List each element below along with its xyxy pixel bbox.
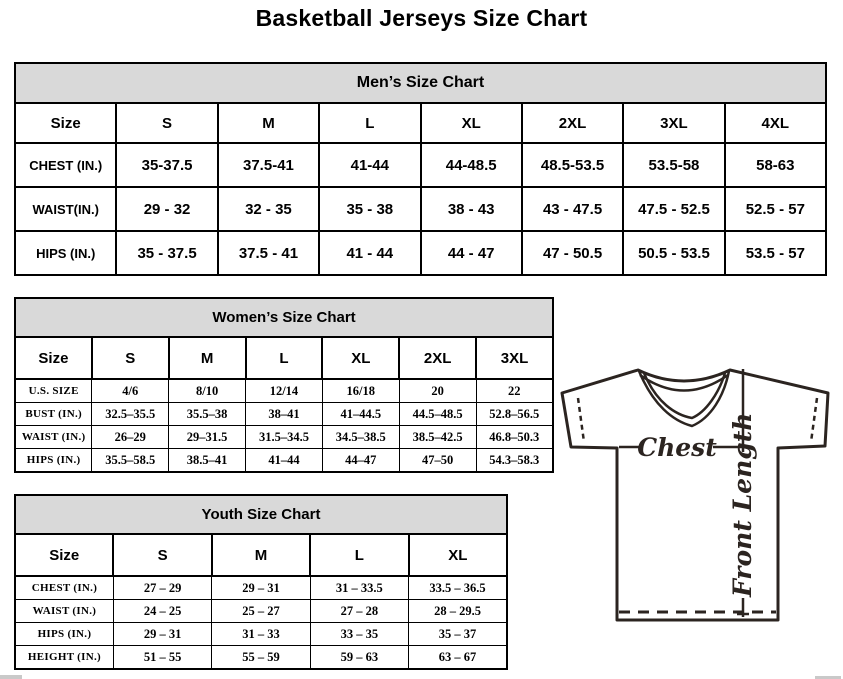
chest-label: Chest (637, 433, 717, 462)
row-label: HEIGHT (IN.) (15, 646, 113, 670)
size-value-cell: 12/14 (246, 379, 323, 403)
size-value-cell: 44-48.5 (421, 143, 522, 187)
size-value-cell: 38.5–42.5 (399, 426, 476, 449)
size-value-cell: 44.5–48.5 (399, 403, 476, 426)
column-header: L (310, 534, 408, 576)
mens-size-chart-table (14, 62, 827, 276)
size-value-cell: 29 - 32 (116, 187, 217, 231)
size-value-cell: 48.5-53.5 (522, 143, 623, 187)
womens-size-chart-table (14, 297, 554, 473)
size-value-cell: 33.5 – 36.5 (409, 576, 507, 600)
size-value-cell: 52.5 - 57 (725, 187, 826, 231)
size-value-cell: 29 – 31 (212, 576, 310, 600)
table-row (15, 187, 826, 231)
size-value-cell: 37.5-41 (218, 143, 319, 187)
size-value-cell: 20 (399, 379, 476, 403)
jersey-measurement-diagram (553, 360, 837, 626)
size-value-cell: 53.5 - 57 (725, 231, 826, 275)
row-label: WAIST (IN.) (15, 426, 92, 449)
column-header: Size (15, 534, 113, 576)
column-header: 3XL (476, 337, 553, 379)
size-value-cell: 28 – 29.5 (409, 600, 507, 623)
size-value-cell: 54.3–58.3 (476, 449, 553, 473)
column-header: L (319, 103, 420, 143)
page-title: Basketball Jerseys Size Chart (255, 5, 588, 31)
table-title-band (15, 63, 826, 103)
table-row (15, 143, 826, 187)
size-value-cell: 35.5–58.5 (92, 449, 169, 473)
column-header: M (212, 534, 310, 576)
size-value-cell: 51 – 55 (113, 646, 211, 670)
size-value-cell: 38 - 43 (421, 187, 522, 231)
size-value-cell: 41-44 (319, 143, 420, 187)
size-value-cell: 26–29 (92, 426, 169, 449)
size-value-cell: 35 - 38 (319, 187, 420, 231)
size-value-cell: 37.5 - 41 (218, 231, 319, 275)
column-header: S (113, 534, 211, 576)
column-header: Size (15, 337, 92, 379)
column-header: 2XL (522, 103, 623, 143)
size-value-cell: 35 - 37.5 (116, 231, 217, 275)
row-label: WAIST(IN.) (15, 187, 116, 231)
size-value-cell: 41–44 (246, 449, 323, 473)
column-header: L (246, 337, 323, 379)
size-value-cell: 35.5–38 (169, 403, 246, 426)
size-value-cell: 35 – 37 (409, 623, 507, 646)
size-value-cell: 58-63 (725, 143, 826, 187)
size-value-cell: 27 – 29 (113, 576, 211, 600)
table-row (15, 426, 553, 449)
column-header: 2XL (399, 337, 476, 379)
table-row (15, 646, 507, 670)
column-header-row (15, 337, 553, 379)
size-value-cell: 52.8–56.5 (476, 403, 553, 426)
size-value-cell: 8/10 (169, 379, 246, 403)
size-value-cell: 31 – 33 (212, 623, 310, 646)
column-header: 4XL (725, 103, 826, 143)
table-row (15, 576, 507, 600)
column-header: XL (421, 103, 522, 143)
table-title-band (15, 495, 507, 534)
table-row (15, 600, 507, 623)
table-row (15, 449, 553, 473)
size-value-cell: 16/18 (322, 379, 399, 403)
column-header-row (15, 534, 507, 576)
size-value-cell: 41–44.5 (322, 403, 399, 426)
row-label: WAIST (IN.) (15, 600, 113, 623)
womens-chart-title: Women’s Size Chart (15, 298, 553, 337)
table-row (15, 379, 553, 403)
size-value-cell: 33 – 35 (310, 623, 408, 646)
scrollbar-fragment-left[interactable] (0, 675, 22, 679)
size-value-cell: 32 - 35 (218, 187, 319, 231)
column-header: 3XL (623, 103, 724, 143)
size-value-cell: 44–47 (322, 449, 399, 473)
size-value-cell: 35-37.5 (116, 143, 217, 187)
row-label: HIPS (IN.) (15, 623, 113, 646)
size-value-cell: 24 – 25 (113, 600, 211, 623)
size-value-cell: 44 - 47 (421, 231, 522, 275)
table-row (15, 231, 826, 275)
size-value-cell: 53.5-58 (623, 143, 724, 187)
size-value-cell: 46.8–50.3 (476, 426, 553, 449)
row-label: U.S. SIZE (15, 379, 92, 403)
column-header: XL (322, 337, 399, 379)
size-value-cell: 25 – 27 (212, 600, 310, 623)
row-label: HIPS (IN.) (15, 231, 116, 275)
row-label: CHEST (IN.) (15, 576, 113, 600)
size-value-cell: 38–41 (246, 403, 323, 426)
column-header-row (15, 103, 826, 143)
table-row (15, 403, 553, 426)
youth-size-chart-table (14, 494, 508, 670)
column-header: S (92, 337, 169, 379)
size-value-cell: 59 – 63 (310, 646, 408, 670)
size-value-cell: 43 - 47.5 (522, 187, 623, 231)
column-header: M (218, 103, 319, 143)
column-header: S (116, 103, 217, 143)
size-value-cell: 63 – 67 (409, 646, 507, 670)
size-value-cell: 47–50 (399, 449, 476, 473)
size-value-cell: 29–31.5 (169, 426, 246, 449)
size-value-cell: 22 (476, 379, 553, 403)
table-title-band (15, 298, 553, 337)
size-value-cell: 38.5–41 (169, 449, 246, 473)
row-label: BUST (IN.) (15, 403, 92, 426)
size-value-cell: 47.5 - 52.5 (623, 187, 724, 231)
size-value-cell: 27 – 28 (310, 600, 408, 623)
row-label: CHEST (IN.) (15, 143, 116, 187)
column-header: XL (409, 534, 507, 576)
size-value-cell: 29 – 31 (113, 623, 211, 646)
size-value-cell: 50.5 - 53.5 (623, 231, 724, 275)
size-value-cell: 41 - 44 (319, 231, 420, 275)
mens-chart-title: Men’s Size Chart (15, 63, 826, 103)
size-value-cell: 31 – 33.5 (310, 576, 408, 600)
front-length-label: Front Length (728, 412, 757, 597)
size-value-cell: 31.5–34.5 (246, 426, 323, 449)
row-label: HIPS (IN.) (15, 449, 92, 473)
youth-chart-title: Youth Size Chart (15, 495, 507, 534)
table-row (15, 623, 507, 646)
column-header: Size (15, 103, 116, 143)
jersey-outline-shape (562, 370, 828, 620)
size-value-cell: 55 – 59 (212, 646, 310, 670)
size-value-cell: 4/6 (92, 379, 169, 403)
column-header: M (169, 337, 246, 379)
size-value-cell: 47 - 50.5 (522, 231, 623, 275)
size-value-cell: 34.5–38.5 (322, 426, 399, 449)
size-value-cell: 32.5–35.5 (92, 403, 169, 426)
